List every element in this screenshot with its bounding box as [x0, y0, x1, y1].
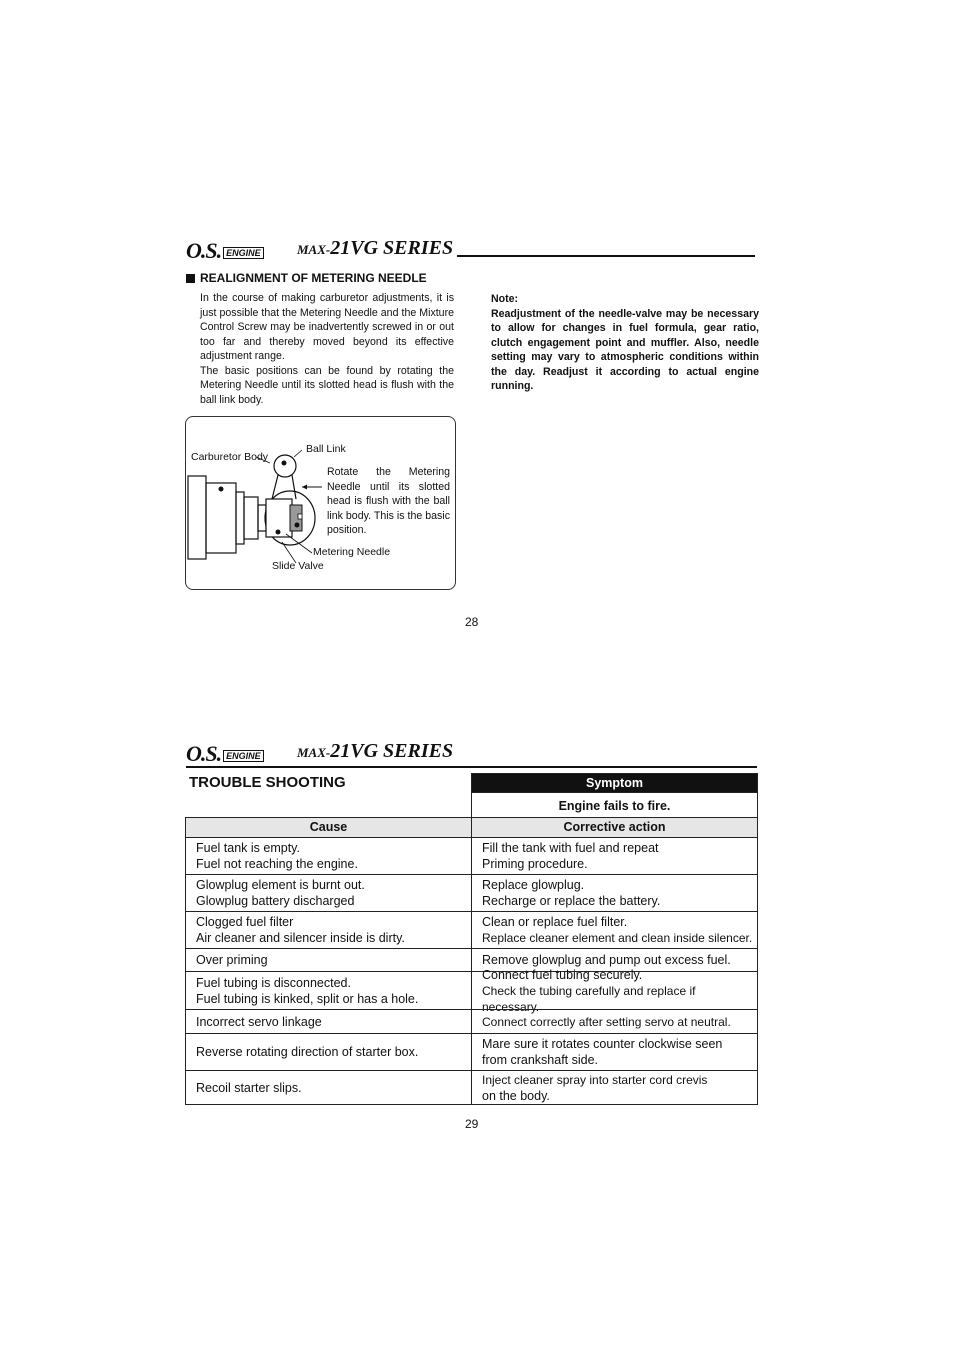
action-cell — [471, 911, 758, 949]
action-line: Replace cleaner element and clean inside silencer. — [482, 931, 753, 945]
action-line: Recharge or replace the battery. — [482, 894, 661, 908]
note-text: Readjustment of the needle-valve may be necessary to allow for changes in fuel formula, gear ratio, clutch engagement point and muffler. Also, needle setting may vary to atmospheric conditions within the day. Readjust it according to actual engine running. — [491, 307, 759, 392]
cause-text — [196, 975, 467, 1007]
cause-line: Reverse rotating direction of starter box. — [196, 1045, 419, 1059]
cause-cell — [185, 1033, 472, 1071]
cause-cell — [185, 971, 472, 1010]
action-text — [482, 877, 753, 909]
action-header: Corrective action — [471, 817, 758, 838]
symptom-header: Symptom — [471, 773, 758, 793]
cause-line: Fuel tubing is disconnected. — [196, 975, 351, 990]
cause-header: Cause — [185, 817, 472, 838]
cause-text — [196, 1014, 467, 1030]
label-ball-link: Ball Link — [306, 443, 346, 455]
action-line: Connect correctly after setting servo at neutral. — [482, 1014, 731, 1029]
cause-cell — [185, 948, 472, 972]
header-rule-bottom — [186, 766, 757, 768]
action-line: Remove glowplug and pump out excess fuel. — [482, 953, 731, 967]
cause-text — [196, 952, 467, 968]
action-line: Connect fuel tubing securely. — [482, 967, 643, 982]
cause-cell — [185, 911, 472, 949]
action-cell — [471, 1009, 758, 1034]
carburetor-diagram — [185, 416, 456, 590]
action-text — [482, 967, 753, 1015]
action-cell — [471, 967, 758, 1014]
cause-text — [196, 1044, 467, 1060]
brand-logo-bottom — [186, 741, 264, 767]
cause-line: Clogged fuel filter — [196, 915, 294, 929]
cause-cell — [185, 1070, 472, 1105]
cause-cell — [185, 874, 472, 912]
brand-name: O.S. — [186, 238, 222, 263]
cause-line: Incorrect servo linkage — [196, 1014, 322, 1029]
cause-line: Over priming — [196, 953, 268, 967]
action-line: on the body. — [482, 1088, 550, 1103]
action-line: Mare sure it rotates counter clockwise seen — [482, 1037, 723, 1051]
action-line: Check the tubing carefully and replace if necessary. — [482, 983, 696, 1014]
cause-line: Fuel tubing is kinked, split or has a hole. — [196, 991, 419, 1006]
action-line: from crankshaft side. — [482, 1053, 599, 1067]
note-label: Note: — [491, 293, 519, 305]
cause-line: Glowplug battery discharged — [196, 894, 355, 908]
action-line: Priming procedure. — [482, 857, 588, 871]
trouble-shooting-title: TROUBLE SHOOTING — [189, 774, 346, 791]
label-carburetor-body: Carburetor Body — [191, 451, 269, 463]
action-text — [482, 1014, 753, 1030]
cause-line: Fuel not reaching the engine. — [196, 857, 358, 871]
action-cell — [471, 1033, 758, 1071]
action-line: Fill the tank with fuel and repeat — [482, 841, 659, 855]
paragraph-2: The basic positions can be found by rotating the Metering Needle until its slotted head is flush with the ball link body. — [200, 364, 454, 406]
cause-line: Fuel tank is empty. — [196, 841, 300, 855]
series-title-bottom — [297, 740, 453, 763]
series-name: 21VG SERIES — [330, 237, 454, 259]
action-cell — [471, 1070, 758, 1105]
brand-name: O.S. — [186, 741, 222, 766]
cause-text — [196, 914, 467, 946]
action-text — [482, 1072, 753, 1104]
cause-line: Recoil starter slips. — [196, 1080, 302, 1095]
cause-line: Air cleaner and silencer inside is dirty. — [196, 931, 405, 945]
series-title-top — [297, 237, 453, 260]
action-line: Replace glowplug. — [482, 878, 585, 892]
brand-sub: ENGINE — [223, 750, 264, 762]
cause-cell — [185, 1009, 472, 1034]
series-prefix: MAX- — [297, 745, 331, 760]
symptom-value: Engine fails to fire. — [471, 792, 758, 818]
section-title-text: REALIGNMENT OF METERING NEEDLE — [200, 271, 427, 285]
series-prefix: MAX- — [297, 242, 331, 257]
action-text — [482, 840, 753, 872]
brand-sub: ENGINE — [223, 247, 264, 259]
label-metering-needle: Metering Needle — [313, 546, 391, 558]
action-text — [482, 1036, 753, 1068]
label-slide-valve: Slide Valve — [272, 560, 324, 572]
page-number-29: 29 — [465, 1117, 479, 1131]
diagram-instruction: Rotate the Metering Needle until its slotted head is flush with the ball link body. This is the basic position. — [327, 466, 450, 536]
brand-logo-top — [186, 238, 264, 264]
series-name: 21VG SERIES — [330, 740, 454, 762]
cause-text — [196, 1080, 467, 1096]
paragraph-1: In the course of making carburetor adjustments, it is just possible that the Metering Needle and the Mixture Control Screw may be inadvertently screwed in or out too far and thereby moved beyond its effective adjustment range. — [200, 292, 454, 362]
section-title — [186, 271, 427, 285]
cause-text — [196, 840, 467, 872]
bullet-square-icon — [186, 274, 195, 283]
cause-line: Glowplug element is burnt out. — [196, 878, 365, 892]
cause-text — [196, 877, 467, 909]
note-block — [491, 292, 759, 394]
action-cell — [471, 837, 758, 875]
cause-cell — [185, 837, 472, 875]
action-cell — [471, 874, 758, 912]
header-rule-top — [457, 255, 755, 257]
body-text — [200, 291, 454, 407]
page-number-28: 28 — [465, 615, 479, 629]
action-text — [482, 914, 753, 946]
action-line: Inject cleaner spray into starter cord crevis — [482, 1072, 708, 1087]
action-line: Clean or replace fuel filter. — [482, 915, 628, 929]
